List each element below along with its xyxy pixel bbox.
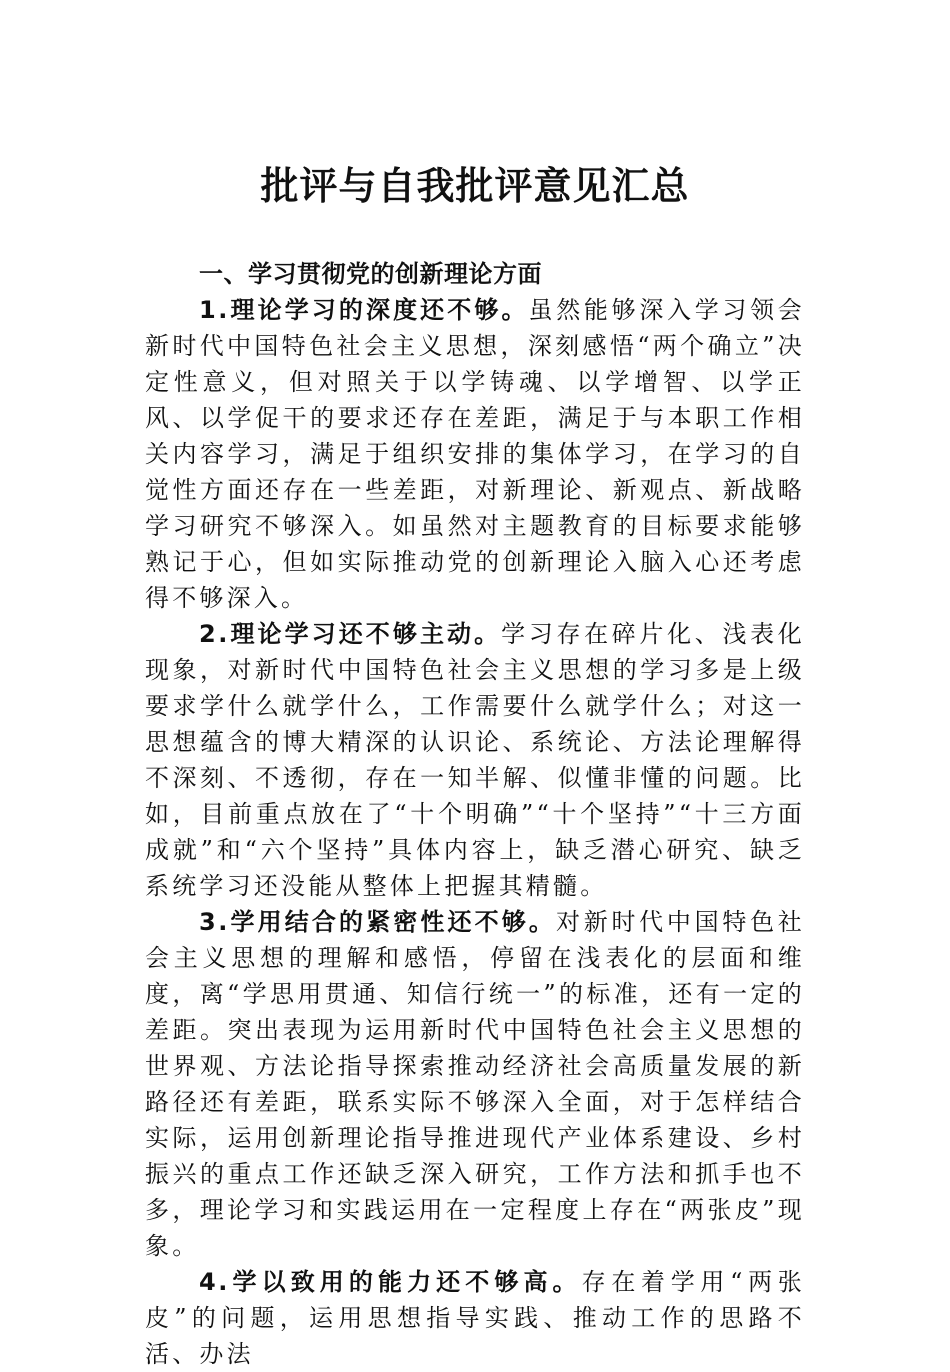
paragraph-lead: 2.理论学习还不够主动。 [199, 620, 502, 648]
paragraph-text: 学习存在碎片化、浅表化现象，对新时代中国特色社会主义思想的学习多是上级要求学什么就学什么，工作需要什么就学什么；对这一思想蕴含的博大精深的认识论、系统论、方法论理解得不深刻、不透彻，存在一知半解、似懂非懂的问题。比如，目前重点放在了“十个明确”“十个坚持”“十三方面成就”和“六个坚持”具体内容上，缺乏潜心研究、缺乏系统学习还没能从整体上把握其精髓。 [145, 620, 805, 900]
paragraph-text: 虽然能够深入学习领会新时代中国特色社会主义思想，深刻感悟“两个确立”决定性意义，但对照关于以学铸魂、以学增智、以学正风、以学促干的要求还存在差距，满足于与本职工作相关内容学习，满足于组织安排的集体学习，在学习的自觉性方面还存在一些差距，对新理论、新观点、新战略学习研究不够深入。如虽然对主题教育的目标要求能够熟记于心，但如实际推动党的创新理论入脑入心还考虑得不够深入。 [145, 296, 805, 612]
paragraph-lead: 4.学以致用的能力还不够高。 [199, 1268, 582, 1296]
document-body [145, 256, 805, 1372]
paragraph-text: 存在着学用“两张皮”的问题，运用思想指导实践、推动工作的思路不活、办法 [145, 1268, 805, 1368]
document-title: 批评与自我批评意见汇总 [260, 163, 690, 208]
paragraph-lead: 3.学用结合的紧密性还不够。 [199, 908, 557, 936]
paragraph-1 [145, 292, 805, 616]
paragraph-2 [145, 616, 805, 904]
paragraph-text: 对新时代中国特色社会主义思想的理解和感悟，停留在浅表化的层面和维度，离“学思用贯通、知信行统一”的标准，还有一定的差距。突出表现为运用新时代中国特色社会主义思想的世界观、方法论指导探索推动经济社会高质量发展的新路径还有差距，联系实际不够深入全面，对于怎样结合实际，运用创新理论指导推进现代产业体系建设、乡村振兴的重点工作还缺乏深入研究，工作方法和抓手也不多，理论学习和实践运用在一定程度上存在“两张皮”现象。 [145, 908, 805, 1260]
section-heading: 一、学习贯彻党的创新理论方面 [199, 260, 542, 288]
paragraph-3 [145, 904, 805, 1264]
paragraph-lead: 1.理论学习的深度还不够。 [199, 296, 529, 324]
paragraph-4 [145, 1264, 805, 1372]
